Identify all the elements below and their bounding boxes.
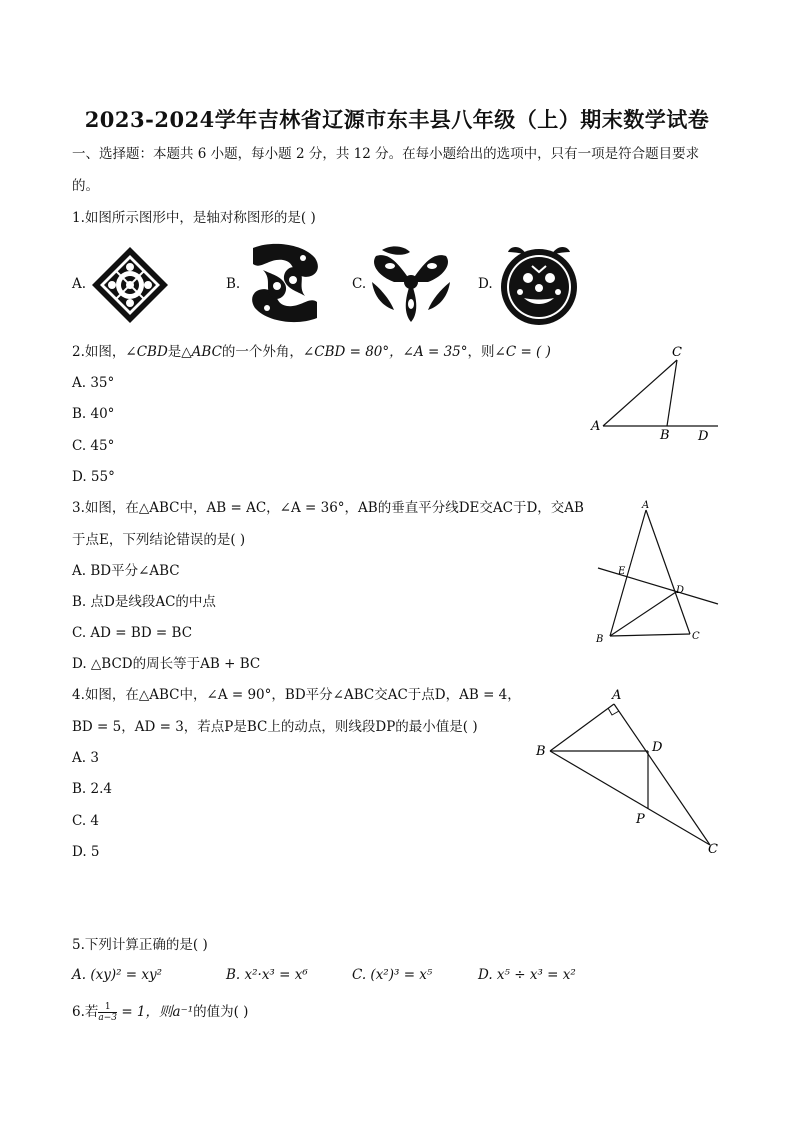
q4-stem-line2: BD = 5，AD = 3，若点P是BC上的动点，则线段DP的最小值是( ) bbox=[72, 719, 478, 735]
q2-option-c: C. 45° bbox=[72, 438, 115, 454]
q4-label-p: P bbox=[636, 812, 645, 827]
q2-stem bbox=[72, 343, 551, 361]
q4-option-c: C. 4 bbox=[72, 813, 100, 829]
q2-stem-angle: ∠CBD bbox=[125, 344, 168, 360]
q1-figure-a-diamond bbox=[90, 245, 170, 325]
q6-fraction-denominator: a−3 bbox=[98, 1013, 118, 1023]
q2-stem-triangle: △ABC bbox=[181, 344, 222, 360]
q2-option-b: B. 40° bbox=[72, 406, 115, 422]
q1-option-c-label: C. bbox=[352, 276, 367, 292]
q2-stem-given: ∠CBD = 80°，∠A = 35° bbox=[302, 344, 468, 360]
q6-stem-equals: = 1，则 bbox=[117, 1004, 173, 1020]
q4-triangle-figure bbox=[532, 685, 724, 857]
q2-label-a: A bbox=[591, 419, 601, 434]
q5-option-b: B. x²·x³ = x⁶ bbox=[226, 967, 308, 983]
q2-stem-ask: ∠C = ( ) bbox=[494, 344, 551, 360]
q2-label-c: C bbox=[672, 345, 682, 360]
q1-figure-d-roundel bbox=[496, 242, 582, 328]
q4-label-b: B bbox=[536, 744, 546, 759]
q3-label-d: D bbox=[676, 585, 685, 596]
q1-option-b-label: B. bbox=[226, 276, 241, 292]
section-instructions-cont: 的。 bbox=[72, 178, 99, 194]
q2-stem-part: ，则 bbox=[467, 344, 495, 360]
q5-option-c: C. (x²)³ = x⁵ bbox=[352, 967, 433, 983]
q5-option-d: D. x⁵ ÷ x³ = x² bbox=[478, 967, 576, 983]
q3-option-a: A. BD平分∠ABC bbox=[72, 563, 180, 579]
q6-stem-part: 6.若 bbox=[72, 1004, 99, 1020]
q3-option-b: B. 点D是线段AC的中点 bbox=[72, 594, 216, 610]
q2-stem-part: 是 bbox=[167, 344, 182, 360]
q3-label-c: C bbox=[692, 631, 700, 642]
q3-label-b: B bbox=[596, 634, 604, 645]
q3-option-d: D. △BCD的周长等于AB + BC bbox=[72, 656, 261, 672]
q3-stem-line2: 于点E，下列结论错误的是( ) bbox=[72, 532, 246, 548]
q3-stem-line1: 3.如图，在△ABC中，AB = AC，∠A = 36°，AB的垂直平分线DE交AC于D，交AB bbox=[72, 500, 584, 516]
q3-option-c: C. AD = BD = BC bbox=[72, 625, 193, 641]
q2-stem-part: 2.如图， bbox=[72, 344, 126, 360]
q1-stem: 1.如图所示图形中，是轴对称图形的是( ) bbox=[72, 210, 316, 226]
q2-option-a: A. 35° bbox=[72, 375, 115, 391]
q3-label-e: E bbox=[618, 566, 626, 577]
q1-figure-c-trefoil bbox=[368, 242, 454, 326]
section-instructions: 一、选择题：本题共 6 小题，每小题 2 分，共 12 分。在每小题给出的选项中，只有一项是符合题目要求 bbox=[72, 146, 700, 162]
q4-option-b: B. 2.4 bbox=[72, 781, 112, 797]
q6-stem bbox=[72, 1002, 248, 1023]
q4-label-a: A bbox=[612, 688, 622, 703]
q4-label-d: D bbox=[652, 740, 663, 755]
q6-stem-part: 的值为( ) bbox=[193, 1004, 249, 1020]
q2-label-d: D bbox=[698, 429, 709, 444]
q4-option-a: A. 3 bbox=[72, 750, 99, 766]
q6-stem-expression: a⁻¹ bbox=[172, 1004, 194, 1020]
q2-option-d: D. 55° bbox=[72, 469, 115, 485]
q4-label-c: C bbox=[708, 842, 718, 857]
q6-fraction-numerator: 1 bbox=[98, 1002, 117, 1013]
q4-stem-line1: 4.如图，在△ABC中，∠A = 90°，BD平分∠ABC交AC于点D，AB = 4， bbox=[72, 687, 521, 703]
q6-fraction bbox=[98, 1002, 117, 1023]
page-title: 2023-2024学年吉林省辽源市东丰县八年级（上）期末数学试卷 bbox=[84, 107, 710, 132]
q1-figure-b-swirl bbox=[243, 240, 327, 326]
q2-triangle-figure bbox=[585, 340, 725, 446]
q1-option-a-label: A. bbox=[72, 276, 87, 292]
q4-option-d: D. 5 bbox=[72, 844, 100, 860]
q5-option-a: A. (xy)² = xy² bbox=[72, 967, 163, 983]
q3-label-a: A bbox=[642, 500, 650, 511]
q3-triangle-figure bbox=[590, 498, 724, 650]
q2-stem-part: 的一个外角， bbox=[221, 344, 303, 360]
q1-option-d-label: D. bbox=[478, 276, 493, 292]
q5-stem: 5.下列计算正确的是( ) bbox=[72, 937, 208, 953]
q2-label-b: B bbox=[660, 428, 670, 443]
